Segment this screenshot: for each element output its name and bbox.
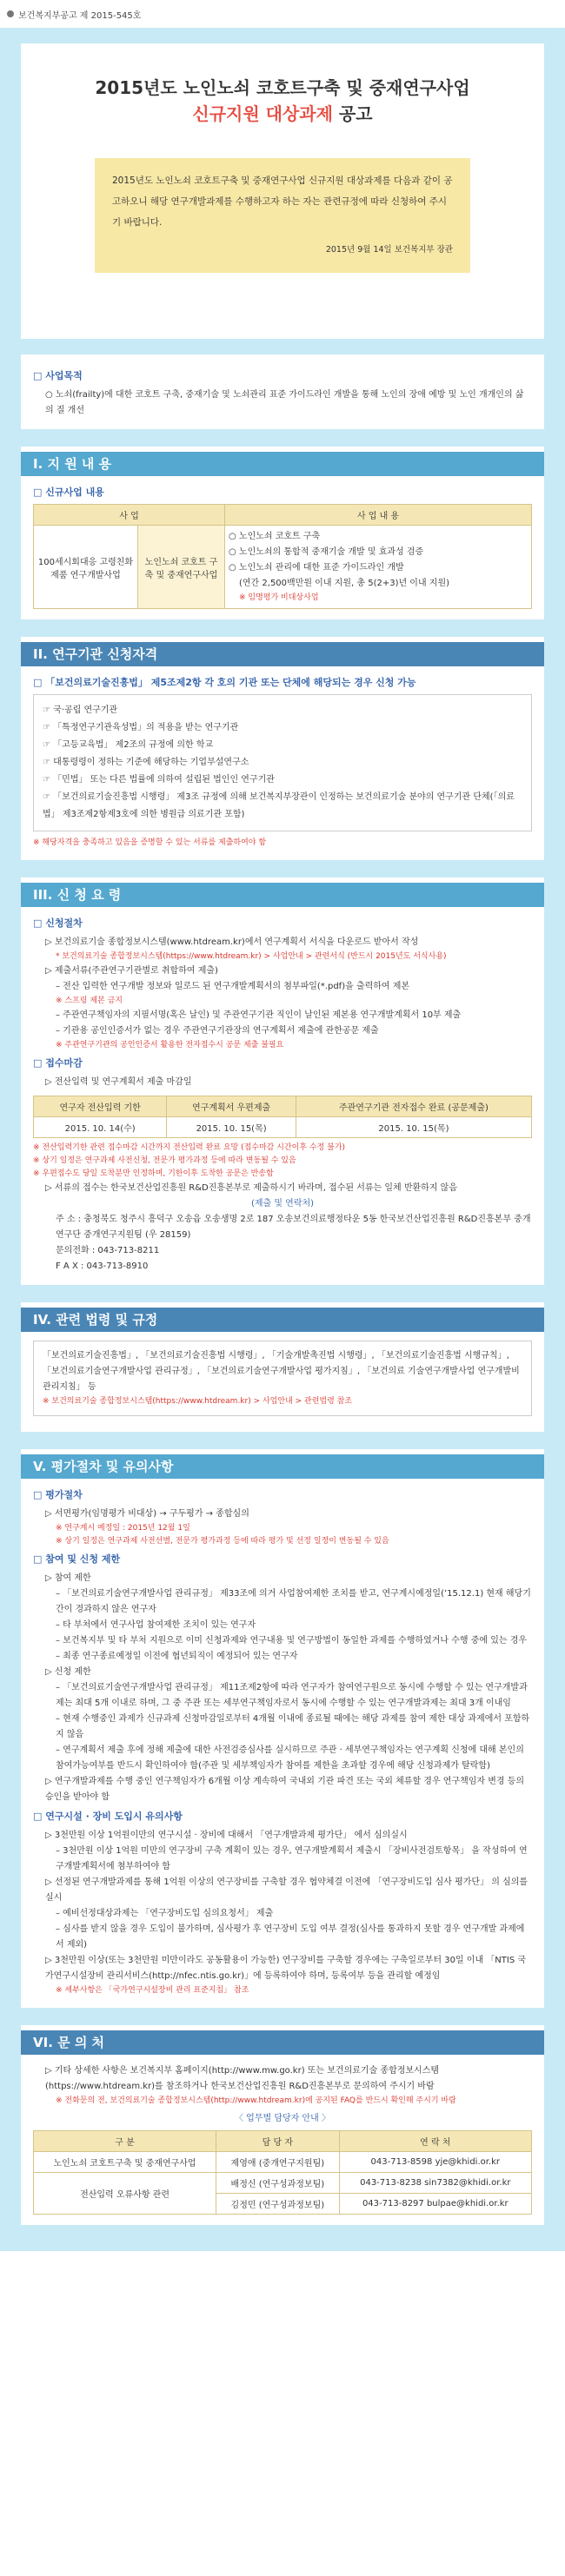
s3-ship: (제출 및 연락처) [250,1199,315,1209]
s5-l2-0: – 「보건의료기술연구개발사업 관리규정」 제11조제2항에 따라 연구자가 참여연구원으로 동시에 수행할 수 있는 연구개발과제는 최대 5개 이내로 하며, 그 중 주관 또는 세부연구책임자로서 동시에 수행할 수 있는 연구개발과제는 최대 3개 이내임 [56,1683,528,1708]
item-0: ○ 노인노쇠 코호트 구축 [229,532,321,541]
cell-items [225,526,532,609]
purpose-title: □ 사업목적 [33,368,532,382]
s5-flow: ▷ 서면평가(임명평가 비대상) → 구두평가 → 종합심의 [45,1509,249,1519]
s4-text: 「보건의료기술진흥법」, 「보건의료기술진흥법 시행령」, 「기술개발촉진법 시행령」, 「보건의료기술진흥법 시행규칙」, 「보건의료기술연구개발사업 관리규정」, 「보건의료기술연구개발사업 평가지침」, 「보건의료 기술연구개발사업 연구개발비 관리지침」 등 [43,1351,520,1392]
c-r0a: 노인노쇠 코호트구축 및 중재연구사업 [34,2152,216,2173]
top-bar [0,0,565,28]
c-r1a: 전산입력 오류사항 관련 [34,2173,216,2215]
section-6-title: VI. 문 의 처 [21,2030,544,2055]
s3-p2c: – 기관용 공인인증서가 없는 경우 주관연구기관장의 연구계획서 제출에 관한공문 제출 [56,1026,379,1036]
section-4 [21,1302,544,1432]
c-r2b: 김정민 (연구성과정보팀) [216,2194,340,2215]
hero [0,28,565,339]
c-th0: 구 분 [34,2131,216,2152]
notice-text: 2015년도 노인노쇠 코호트구축 및 중재연구사업 신규지원 대상과제를 다음과 같이 공고하오니 해당 연구개발과제를 수행하고자 하는 자는 관련규정에 따라 신청하여 주시기 바랍니다. [112,175,453,228]
title-red: 신규지원 대상과제 [192,103,333,124]
s3-addr: 주 소 : 충청북도 청주시 흥덕구 오송읍 오송생명 2로 187 오송보건의료행정타운 5동 한국보건산업진흥원 R&D진흥본부 중개연구단 중개연구지원팀 (우 28159) [56,1215,531,1240]
s4-box [33,1341,532,1416]
item-3: (연간 2,500백만원 이내 지원, 총 5(2+3)년 이내 지원) [239,579,450,588]
s2-lead: □ 「보건의료기술진흥법」 제5조제2항 각 호의 기관 또는 단체에 해당되는 경우 신청 가능 [33,675,532,689]
s5-h1: ▷ 참여 제한 [45,1573,91,1583]
s3-p3: ▷ 전산입력 및 연구계획서 제출 마감일 [45,1077,192,1087]
s3-p1: ▷ 보건의료기술 종합정보시스템(www.htdream.kr)에서 연구계획서 서식을 다운로드 받아서 작성 [45,937,419,947]
c-th1: 담 당 자 [216,2131,340,2152]
title-line2 [21,101,544,127]
s3-p2: ▷ 제출서류(주관연구기관별로 취합하여 제출) [45,966,218,976]
s5-h2: ▷ 신청 제한 [45,1667,91,1677]
support-table [33,504,532,609]
s3-note0: ※ 전산입력기한 관련 접수마감 시간까지 전산입력 완료 요망 (접수마감 시간이후 수정 불가) [33,1143,346,1152]
c-r0c: 043-713-8598 yje@khidi.or.kr [339,2152,531,2173]
s6-p: ▷ 기타 상세한 사항은 보건복지부 홈페이지(http://www.mw.go.kr) 또는 보건의료기술 종합정보시스템(https://www.htdream.kr)를 참조하거나 한국보건산업진흥원 R&D진흥본부로 문의하여 주시기 바람 [45,2066,440,2091]
s6-note: ※ 전화문의 전, 보건의료기술 종합정보시스템(http://www.htdream.kr)에 공지된 FAQ를 반드시 확인해 주시기 바람 [56,2096,456,2105]
td-0: 2015. 10. 14(수) [34,1117,167,1138]
elig-4: ☞ 「민법」 또는 다른 법률에 의하여 설립된 법인인 연구기관 [43,775,275,785]
s3-p2cnote: ※ 주관연구기관의 공인인증서 활용한 전자접수시 공문 제출 불필요 [56,1041,284,1050]
title-line1: 2015년도 노인노쇠 코호트구축 및 중재연구사업 [95,77,470,98]
td-1: 2015. 10. 15(목) [167,1117,296,1138]
elig-1: ☞ 「특정연구기관육성법」의 적용을 받는 연구기관 [43,723,239,732]
section-3 [21,877,544,1285]
s3-p2a: – 전산 입력한 연구개발 정보와 일로드 된 연구개발계획서의 첨부파일(*.pdf)을 출력하여 제본 [56,982,410,991]
s3-note1: ※ 상기 일정은 연구과제 사전신청, 전문가 평가과정 등에 따라 변동될 수 있음 [33,1156,296,1165]
s5-e1a: – 3천만원 이상 1억원 미만의 연구장비 구축 계획이 있는 경우, 연구개발계획서 제출시 「장비사전검토항목」 을 작성하여 연구개발계획서에 첨부하여야 함 [56,1846,528,1871]
s5-e1: ▷ 3천만원 이상 1억원이만의 연구시설 · 장비에 대해서 「연구개발과제 평가단」 에서 심의실시 [45,1831,408,1840]
s3-sub1: □ 신청절차 [33,916,532,930]
s5-sub3: □ 연구시설 · 장비 도입시 유의사항 [33,1809,532,1823]
elig-3: ☞ 대통령령이 정하는 기준에 해당하는 기업부설연구소 [43,758,249,767]
s5-e3: ▷ 3천만원 이상(또는 3천만원 미만이라도 공동활용이 가능한) 연구장비를 구축할 경우에는 구축일로부터 30일 이내 「NTIS 국가연구시설장비 관리서비스(http://nfec.ntis.go.kr)」에 등록하여야 하며, 등록여부 등을 관리할 예정임 [45,1956,527,1981]
notice-date: 2015년 9월 14일 보건복지부 장관 [325,245,453,255]
hero-card [21,43,544,339]
s5-e2: ▷ 선정된 연구개발과제를 통해 1억원 이상의 연구장비를 구축할 경우 협약체결 이전에 「연구장비도입 심사 평가단」 의 심의를 실시 [45,1877,528,1903]
main-content [0,339,565,2251]
s1-sub: □ 신규사업 내용 [33,485,532,499]
s5-h3: ▷ 연구개발과제를 수행 중인 연구책임자가 6개월 이상 계속하여 국내외 기관 파견 또는 국외 체류할 경우 연구책임자 변경 등의 승인을 받아야 함 [45,1777,525,1802]
eligibility-box [33,694,532,831]
doc-number: 보건복지부공고 제 2015-545호 [18,10,142,21]
s5-sub2: □ 참여 및 신청 제한 [33,1552,532,1566]
c-r1b: 배정신 (연구성과정보팀) [216,2173,340,2194]
th-1: 연구계획서 우편제출 [167,1096,296,1117]
th-2: 주관연구기관 전자접수 완료 (공문제출) [296,1096,531,1117]
s3-sub2: □ 접수마감 [33,1056,532,1069]
elig-0: ☞ 국·공립 연구기관 [43,705,118,715]
s1-note: ※ 임명평가 비대상사업 [239,593,319,602]
section-1 [21,447,544,619]
s5-l1-3: – 최종 연구종료예정일 이전에 협년퇴직이 예정되어 있는 연구자 [56,1652,298,1661]
s6-tabletitle: 〈 업무별 담당자 안내 〉 [235,2114,330,2123]
section-4-title: IV. 관련 법령 및 규정 [21,1308,544,1332]
c-th2: 연 락 처 [339,2131,531,2152]
s2-note: ※ 해당자격을 충족하고 있음을 증명할 수 있는 서류를 제출하여야 함 [33,838,267,847]
item-1: ○ 노인노쇠의 통합적 중재기술 개발 및 효과성 검증 [229,547,424,557]
section-6 [21,2025,544,2225]
s5-l1-2: – 보건복지부 및 타 부처 지원으로 이미 신청과제와 연구내용 및 연구방법이 동일한 과제를 수행하였거나 수행 중에 있는 경우 [56,1636,528,1646]
elig-2: ☞ 「고등교육법」 제2조의 규정에 의한 학교 [43,740,214,750]
section-1-title: I. 지 원 내 용 [21,452,544,476]
c-r1c: 043-713-8238 sin7382@khidi.or.kr [339,2173,531,2194]
s5-l1-1: – 타 부처에서 연구사업 참여제한 조치이 있는 연구자 [56,1620,256,1630]
th-0: 연구자 전산입력 기한 [34,1096,167,1117]
cell-project: 노인노쇠 코호트 구축 및 중재연구사업 [138,526,225,609]
cell-program: 100세시회대응 고령친화제품 연구개발사업 [34,526,138,609]
s3-note2: ※ 우편접수도 당일 도착분만 인정하며, 기한이후 도착한 공문은 반송함 [33,1169,274,1178]
s5-e3note: ※ 세부사항은 「국가연구시설장비 관리 표준지침」 참조 [56,1986,249,1995]
s3-p2anote: ※ 스프링 제본 금지 [56,997,123,1005]
c-r0b: 제영애 (중개연구지원팀) [216,2152,340,2173]
s4-note: ※ 보건의료기술 종합정보시스템(https://www.htdream.kr) > 사업안내 > 관련법령 참조 [43,1397,353,1406]
s5-e2a: – 예비선정대상과제는 「연구장비도입 심의요청서」 제출 [56,1909,274,1918]
s5-n1: ※ 연구계시 예정일 : 2015년 12월 1일 [56,1524,190,1533]
elig-5: ☞ 「보건의료기술진흥법 시행령」 제3조 규정에 의해 보건복지부장관이 인정하는 보건의료기술 분야의 연구기관 단체(「의료법」 제3조제2항제3호에 의한 병원급 의료기관 포함) [43,792,515,819]
item-2: ○ 노인노쇠 관리에 대한 표준 가이드라인 개발 [229,563,404,573]
s3-p4: ▷ 서류의 접수는 한국보건산업진흥원 R&D진흥본부로 제출하시기 바라며, 접수된 서류는 일체 반환하지 않음 [45,1183,458,1193]
c-r2c: 043-713-8297 bulpae@khidi.or.kr [339,2194,531,2215]
s5-sub1: □ 평가절차 [33,1487,532,1501]
contact-table [33,2130,532,2215]
th-content: 사 업 내 용 [225,505,532,526]
s3-p2b: – 주관연구책임자의 지필서명(혹은 날인) 및 주관연구기관 직인이 날인된 제본용 연구개발계획서 10부 제출 [56,1010,462,1020]
section-3-title: III. 신 청 요 령 [21,883,544,907]
s3-fax: F A X : 043-713-8910 [56,1262,149,1271]
section-5 [21,1449,544,2008]
s5-l1-0: – 「보건의료기술연구개발사업 관리규정」 제33조에 의거 사업참여제한 조치를 받고, 연구계시예정일(’15.12.1) 현재 해당기간이 경과하지 않은 연구자 [56,1589,531,1614]
purpose-text: ○ 노쇠(frailty)에 대한 코호트 구축, 중재기술 및 노쇠관리 표준 가이드라인 개발을 통해 노인의 장애 예방 및 노인 개개인의 삶의 질 개선 [45,390,524,415]
s5-e2b: – 심사를 받지 않을 경우 도입이 불가하며, 심사평가 후 연구장비 도입 여부 결정(심사를 통과하지 못할 경우 연구개발 과제에서 제외) [56,1924,525,1950]
deadline-table [33,1096,532,1138]
section-2 [21,637,544,860]
td-2: 2015. 10. 15(목) [296,1117,531,1138]
s5-l2-1: – 현재 수행중인 과제가 신규과제 신청마감일로부터 4개월 이내에 종료될 때에는 해당 과제를 참여 제한 대상 과제에서 포함하지 않음 [56,1714,530,1739]
th-business: 사 업 [34,505,225,526]
s3-p1note: * 보건의료기술 종합정보시스템(https://www.htdream.kr) > 사업안내 > 관련서식 (반드시 2015년도 서식사용) [56,952,447,961]
s3-tel: 문의전화 : 043-713-8211 [56,1246,160,1255]
notice-box [95,158,470,273]
bullet-icon [7,10,14,17]
purpose-card [21,354,544,429]
title-rest: 공고 [332,103,373,124]
s5-l2-2: – 연구계획서 제출 후에 정해 제출에 대한 사전검증심사를 실시하므로 주관 · 세부연구책임자는 연구계획 신청에 대해 본인의 참여가능여부를 반드시 확인하여야 함(주관 및 세부책임자가 참여를 제한을 초과할 경우에 해당 신청과제가 탈락함) [56,1745,524,1771]
s5-n2: ※ 상기 일정은 연구과제 사전선별, 전문가 평가과정 등에 따라 평가 및 선정 일정이 변동될 수 있음 [56,1537,389,1546]
section-5-title: V. 평가절차 및 유의사항 [21,1454,544,1479]
section-2-title: II. 연구기관 신청자격 [21,642,544,666]
